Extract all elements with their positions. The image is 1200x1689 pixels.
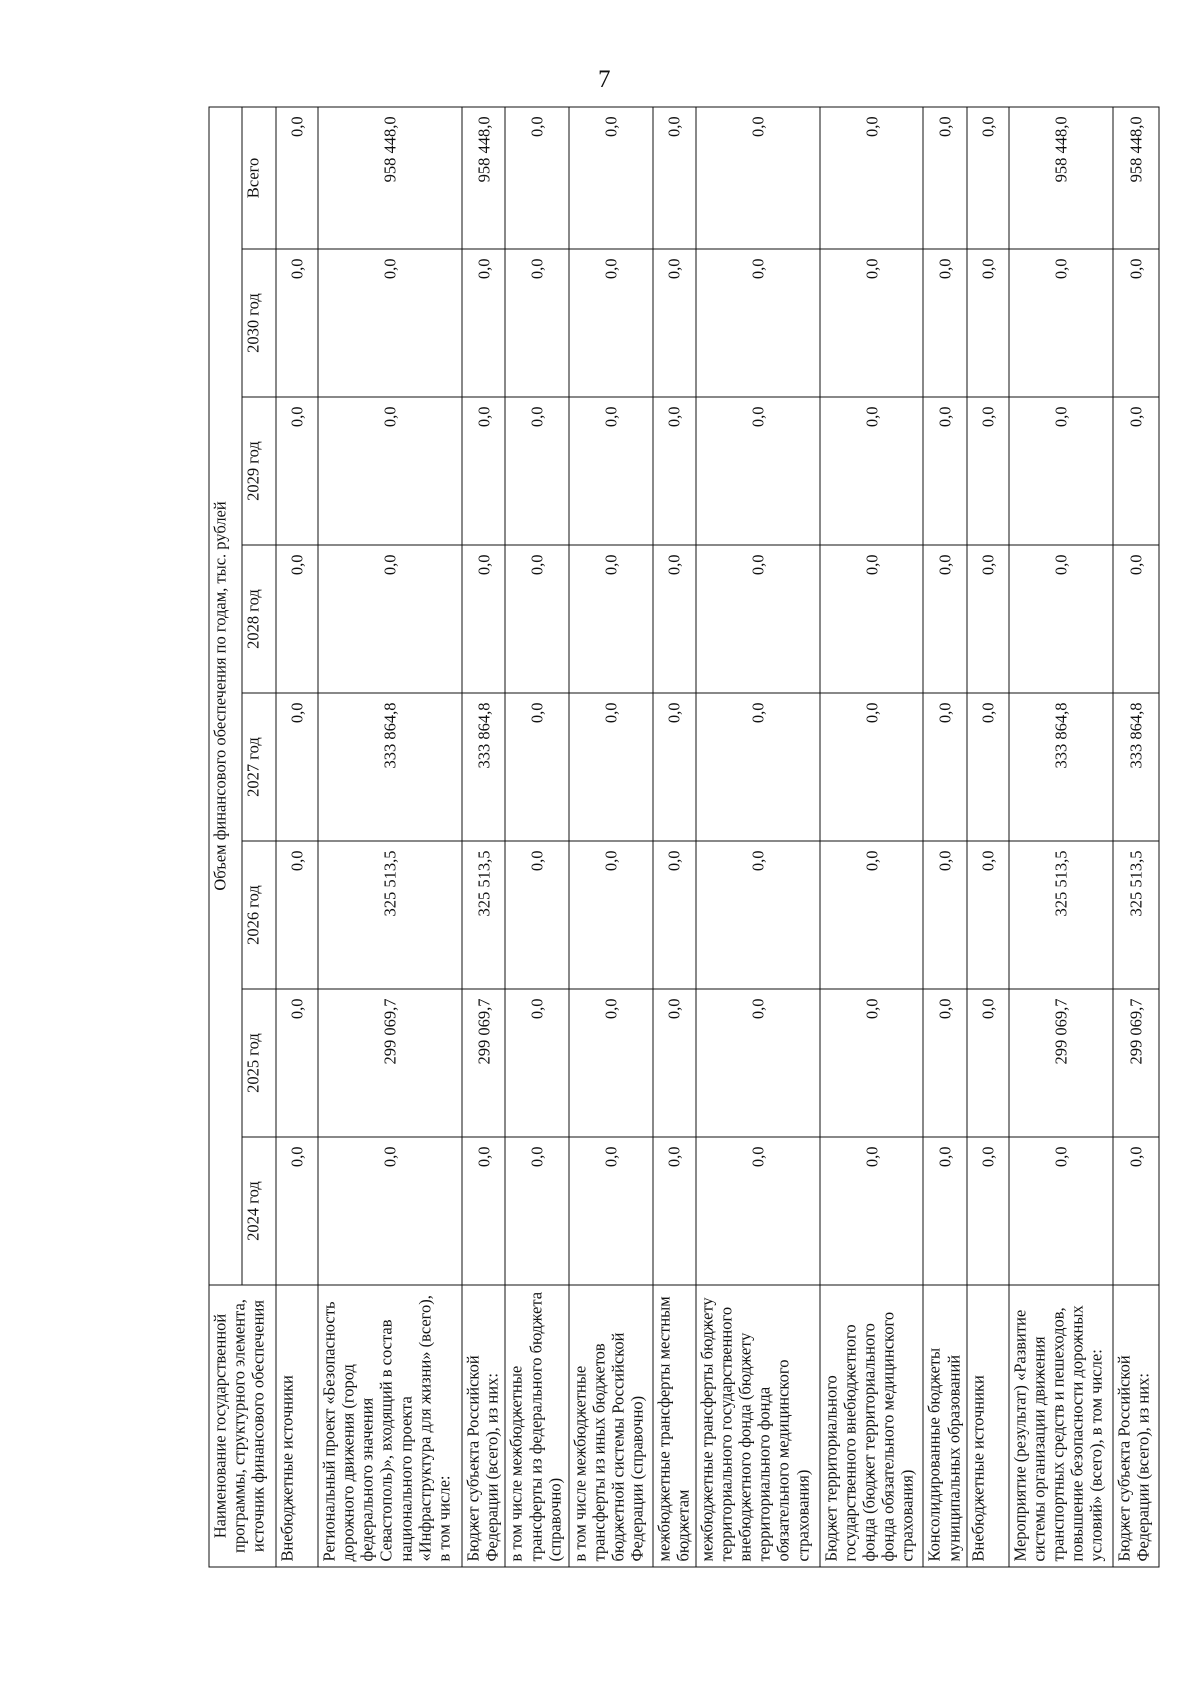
row-value-cell: 0,0 [696, 989, 820, 1137]
row-value-cell: 0,0 [923, 545, 966, 693]
row-total-cell: 958 448,0 [462, 107, 505, 249]
financing-table-wrapper [209, 108, 1160, 1568]
row-value-cell: 0,0 [820, 249, 924, 397]
row-value-cell: 0,0 [967, 1137, 1009, 1285]
row-value-cell: 0,0 [923, 397, 966, 545]
row-value-cell: 0,0 [1009, 1137, 1113, 1285]
row-name-cell: Бюджет территориального государственного внебюджетного фонда (бюджет территориального фонда обязательного медицинского страхования) [820, 1285, 924, 1567]
table-row [1113, 107, 1159, 1567]
table-header-row [209, 107, 242, 1567]
row-value-cell: 0,0 [923, 841, 966, 989]
header-year: 2026 год [242, 841, 276, 989]
table-row [696, 107, 820, 1567]
row-value-cell: 0,0 [967, 989, 1009, 1137]
row-value-cell: 0,0 [505, 1137, 569, 1285]
table-row [967, 107, 1009, 1567]
row-value-cell: 0,0 [967, 841, 1009, 989]
row-value-cell: 0,0 [462, 545, 505, 693]
row-total-cell: 0,0 [820, 107, 924, 249]
header-year: 2025 год [242, 989, 276, 1137]
row-name-cell: межбюджетные трансферты местным бюджетам [653, 1285, 696, 1567]
row-value-cell: 0,0 [276, 841, 318, 989]
table-row [276, 107, 318, 1567]
row-value-cell: 0,0 [653, 989, 696, 1137]
row-value-cell: 0,0 [967, 249, 1009, 397]
row-value-cell: 299 069,7 [462, 989, 505, 1137]
row-value-cell: 325 513,5 [1113, 841, 1159, 989]
row-name-cell: Внебюджетные источники [276, 1285, 318, 1567]
table-row [462, 107, 505, 1567]
row-value-cell: 0,0 [276, 397, 318, 545]
row-value-cell: 0,0 [820, 989, 924, 1137]
row-name-cell: межбюджетные трансферты бюджету территориального государственного внебюджетного фонда (бюджету территориального фонда обязательного медицинского страхования) [696, 1285, 820, 1567]
row-value-cell: 0,0 [653, 249, 696, 397]
row-value-cell: 0,0 [462, 397, 505, 545]
row-value-cell: 0,0 [696, 693, 820, 841]
row-value-cell: 333 864,8 [1009, 693, 1113, 841]
row-value-cell: 0,0 [462, 1137, 505, 1285]
row-name-cell: Мероприятие (результат) «Развитие системы организации движения транспортных средств и пешеходов, повышение безопасности дорожных условий» (всего), в том числе: [1009, 1285, 1113, 1567]
row-value-cell: 0,0 [696, 249, 820, 397]
row-value-cell: 325 513,5 [1009, 841, 1113, 989]
table-body [276, 107, 1159, 1567]
row-value-cell: 333 864,8 [1113, 693, 1159, 841]
row-value-cell: 0,0 [318, 1137, 462, 1285]
row-value-cell: 0,0 [820, 545, 924, 693]
row-value-cell: 0,0 [967, 397, 1009, 545]
row-value-cell: 0,0 [569, 1137, 653, 1285]
row-value-cell: 333 864,8 [318, 693, 462, 841]
header-year: 2028 год [242, 545, 276, 693]
row-value-cell: 325 513,5 [318, 841, 462, 989]
row-value-cell: 0,0 [276, 1137, 318, 1285]
row-value-cell: 0,0 [653, 545, 696, 693]
row-total-cell: 0,0 [696, 107, 820, 249]
table-row [318, 107, 462, 1567]
row-total-cell: 0,0 [569, 107, 653, 249]
row-name-cell: Консолидированные бюджеты муниципальных образований [923, 1285, 966, 1567]
row-total-cell: 958 448,0 [1009, 107, 1113, 249]
row-value-cell: 0,0 [1113, 249, 1159, 397]
row-total-cell: 0,0 [653, 107, 696, 249]
row-value-cell: 299 069,7 [1113, 989, 1159, 1137]
row-name-cell: Бюджет субъекта Российской Федерации (всего), из них: [462, 1285, 505, 1567]
row-value-cell: 0,0 [653, 397, 696, 545]
table-row [569, 107, 653, 1567]
row-value-cell: 0,0 [653, 841, 696, 989]
financing-table [209, 106, 1160, 1567]
table-row [505, 107, 569, 1567]
row-value-cell: 0,0 [820, 693, 924, 841]
row-value-cell: 0,0 [967, 693, 1009, 841]
row-value-cell: 0,0 [505, 989, 569, 1137]
header-year: 2030 год [242, 249, 276, 397]
header-volume-group: Объем финансового обеспечения по годам, тыс. рублей [209, 107, 242, 1285]
row-value-cell: 0,0 [318, 249, 462, 397]
row-value-cell: 0,0 [569, 249, 653, 397]
row-value-cell: 0,0 [318, 397, 462, 545]
header-year: 2024 год [242, 1137, 276, 1285]
row-total-cell: 958 448,0 [1113, 107, 1159, 249]
row-value-cell: 0,0 [1009, 545, 1113, 693]
table-row [1009, 107, 1113, 1567]
row-name-cell: Внебюджетные источники [967, 1285, 1009, 1567]
header-total: Всего [242, 107, 276, 249]
row-value-cell: 0,0 [696, 1137, 820, 1285]
row-name-cell: Бюджет субъекта Российской Федерации (всего), из них: [1113, 1285, 1159, 1567]
row-value-cell: 0,0 [505, 249, 569, 397]
row-total-cell: 0,0 [276, 107, 318, 249]
row-value-cell: 0,0 [696, 545, 820, 693]
row-value-cell: 0,0 [276, 249, 318, 397]
row-value-cell: 333 864,8 [462, 693, 505, 841]
row-value-cell: 0,0 [505, 397, 569, 545]
row-value-cell: 0,0 [318, 545, 462, 693]
row-value-cell: 0,0 [1113, 545, 1159, 693]
row-name-cell: в том числе межбюджетные трансферты из федерального бюджета (справочно) [505, 1285, 569, 1567]
row-value-cell: 0,0 [505, 545, 569, 693]
row-value-cell: 0,0 [1009, 397, 1113, 545]
row-value-cell: 0,0 [505, 841, 569, 989]
row-value-cell: 0,0 [653, 693, 696, 841]
page-number: 7 [598, 66, 611, 93]
row-value-cell: 0,0 [820, 397, 924, 545]
row-value-cell: 0,0 [820, 841, 924, 989]
row-name-cell: Региональный проект «Безопасность дорожного движения (город федерального значения Севастополь)», входящий в состав национального проекта «Инфраструктура для жизни» (всего), в том числе: [318, 1285, 462, 1567]
row-value-cell: 0,0 [1113, 397, 1159, 545]
header-year: 2027 год [242, 693, 276, 841]
row-value-cell: 0,0 [1009, 249, 1113, 397]
row-value-cell: 0,0 [967, 545, 1009, 693]
table-row [653, 107, 696, 1567]
row-value-cell: 0,0 [569, 545, 653, 693]
row-value-cell: 0,0 [569, 693, 653, 841]
row-total-cell: 0,0 [967, 107, 1009, 249]
header-name-column: Наименование государственной программы, структурного элемента, источник финансового обеспечения [209, 1285, 276, 1567]
row-value-cell: 299 069,7 [1009, 989, 1113, 1137]
row-value-cell: 299 069,7 [318, 989, 462, 1137]
header-year: 2029 год [242, 397, 276, 545]
row-value-cell: 0,0 [923, 1137, 966, 1285]
table-row [923, 107, 966, 1567]
row-value-cell: 0,0 [820, 1137, 924, 1285]
row-value-cell: 0,0 [276, 693, 318, 841]
row-value-cell: 0,0 [276, 989, 318, 1137]
row-total-cell: 958 448,0 [318, 107, 462, 249]
row-total-cell: 0,0 [505, 107, 569, 249]
row-value-cell: 0,0 [653, 1137, 696, 1285]
row-value-cell: 0,0 [696, 397, 820, 545]
row-value-cell: 0,0 [696, 841, 820, 989]
row-value-cell: 325 513,5 [462, 841, 505, 989]
row-value-cell: 0,0 [569, 841, 653, 989]
table-row [820, 107, 924, 1567]
row-value-cell: 0,0 [1113, 1137, 1159, 1285]
row-value-cell: 0,0 [923, 989, 966, 1137]
row-value-cell: 0,0 [276, 545, 318, 693]
row-value-cell: 0,0 [505, 693, 569, 841]
row-value-cell: 0,0 [462, 249, 505, 397]
row-value-cell: 0,0 [923, 249, 966, 397]
row-total-cell: 0,0 [923, 107, 966, 249]
row-value-cell: 0,0 [569, 397, 653, 545]
row-value-cell: 0,0 [569, 989, 653, 1137]
row-value-cell: 0,0 [923, 693, 966, 841]
row-name-cell: в том числе межбюджетные трансферты из иных бюджетов бюджетной системы Российской Федерации (справочно) [569, 1285, 653, 1567]
